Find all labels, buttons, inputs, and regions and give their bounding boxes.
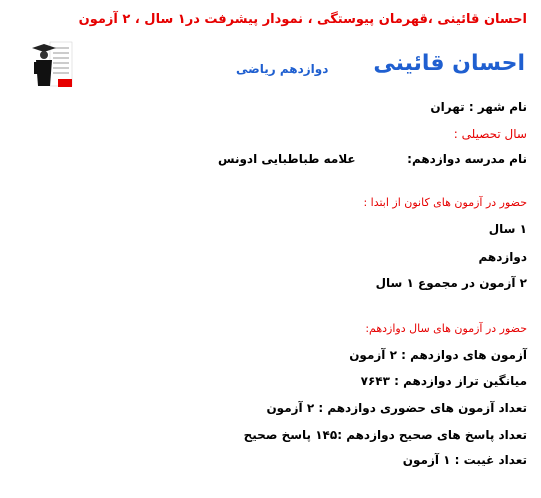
grade12-heading: حضور در آزمون های سال دوازدهم: bbox=[365, 322, 527, 335]
kanoon-years: ۱ سال bbox=[488, 222, 527, 236]
kanoon-grade: دوازدهم bbox=[478, 250, 527, 264]
grade12-correct-answers: تعداد پاسخ های صحیح دوازدهم :۱۴۵ پاسخ صحیح bbox=[243, 428, 527, 442]
grade12-attended: تعداد آزمون های حضوری دوازدهم : ۲ آزمون bbox=[266, 401, 527, 415]
city-line: نام شهر : تهران bbox=[430, 100, 527, 114]
grade12-absences: تعداد غیبت : ۱ آزمون bbox=[402, 453, 527, 467]
headline: احسان قائینی ،قهرمان پیوستگی ، نمودار پیشرفت در۱ سال ، ۲ آزمون bbox=[78, 12, 527, 27]
kanoon-history-heading: حضور در آزمون های کانون از ابتدا : bbox=[363, 196, 527, 209]
graduate-logo-icon bbox=[30, 40, 74, 90]
student-grade: دوازدهم ریاضی bbox=[236, 62, 329, 76]
student-name: احسان قائینی bbox=[373, 51, 525, 76]
kanoon-total: ۲ آزمون در مجموع ۱ سال bbox=[375, 276, 527, 290]
year-label: سال تحصیلی : bbox=[453, 127, 527, 141]
grade12-avg-level: میانگین تراز دوازدهم : ۷۶۴۳ bbox=[360, 374, 527, 388]
grade12-exams: آزمون های دوازدهم : ۲ آزمون bbox=[349, 348, 527, 362]
school-label: نام مدرسه دوازدهم: bbox=[407, 152, 527, 166]
school-value: علامه طباطبایی ادونس bbox=[218, 152, 356, 166]
